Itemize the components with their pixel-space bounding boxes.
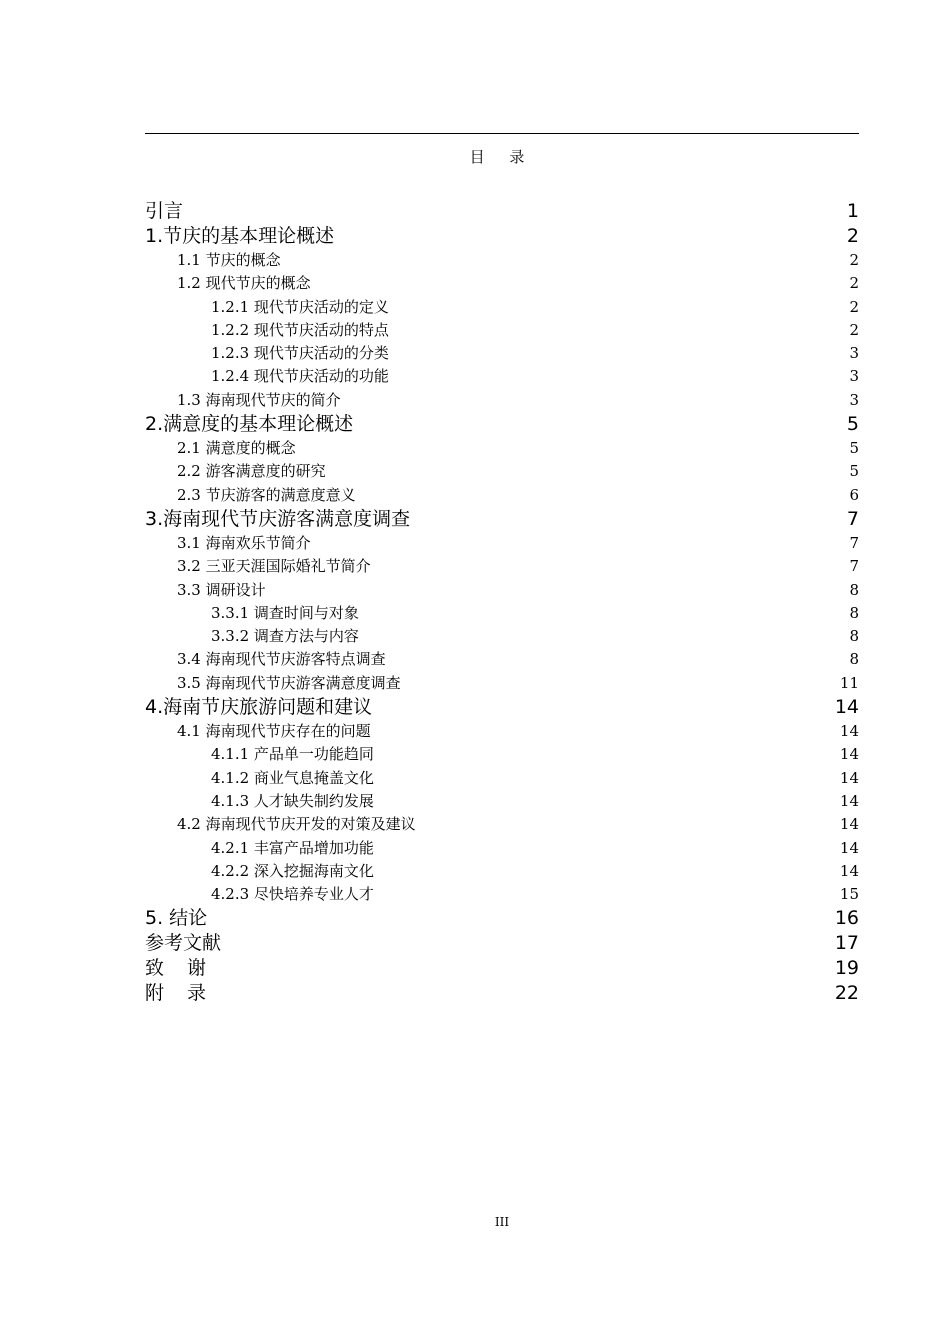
toc-entry-label: 1.3 海南现代节庆的简介	[177, 389, 341, 412]
toc-entry[interactable]	[145, 981, 859, 1006]
toc-entry-page: 19	[834, 957, 859, 980]
toc-entry-page: 5	[846, 413, 859, 436]
toc-entry-label: 3.2 三亚天涯国际婚礼节简介	[177, 555, 371, 578]
toc-entry-page: 5	[849, 460, 859, 483]
toc-entry-page: 8	[849, 579, 859, 602]
toc-entry-label: 2.3 节庆游客的满意度意义	[177, 484, 356, 507]
toc-entry[interactable]	[145, 860, 859, 883]
toc-entry-page: 14	[840, 837, 859, 860]
toc-entry-label: 1.2.1 现代节庆活动的定义	[211, 296, 389, 319]
toc-entry-label: 1.1 节庆的概念	[177, 249, 281, 272]
toc-entry-label: 致谢	[145, 957, 230, 980]
toc-entry-label: 引言	[145, 200, 184, 222]
toc-entry[interactable]	[145, 199, 859, 224]
toc-entry[interactable]	[145, 883, 859, 906]
toc-entry-page: 14	[840, 743, 859, 766]
toc-entry[interactable]	[145, 837, 859, 860]
toc-entry-label: 4.1.3 人才缺失制约发展	[211, 790, 374, 813]
toc-entry-page: 14	[840, 767, 859, 790]
toc-entry[interactable]	[145, 342, 859, 365]
toc-entry-page: 5	[849, 437, 859, 460]
toc-entry-label: 4.1 海南现代节庆存在的问题	[177, 720, 371, 743]
toc-entry[interactable]	[145, 672, 859, 695]
toc-entry-page: 3	[849, 365, 859, 388]
toc-entry-page: 11	[840, 672, 859, 695]
toc-entry-label: 3.3 调研设计	[177, 579, 266, 602]
toc-entry-label: 1.2.2 现代节庆活动的特点	[211, 319, 389, 342]
toc-entry-label: 1.2.4 现代节庆活动的功能	[211, 365, 389, 388]
toc-entry[interactable]	[145, 720, 859, 743]
toc-entry-page: 16	[834, 907, 859, 930]
toc-entry-page: 1	[846, 200, 859, 222]
toc-entry[interactable]	[145, 767, 859, 790]
toc-entry[interactable]	[145, 484, 859, 507]
toc-entry-page: 2	[849, 249, 859, 272]
toc-entry[interactable]	[145, 507, 859, 532]
toc-entry[interactable]	[145, 389, 859, 412]
toc-entry[interactable]	[145, 532, 859, 555]
toc-entry-label: 2.满意度的基本理论概述	[145, 413, 354, 436]
toc-entry-label: 4.2 海南现代节庆开发的对策及建议	[177, 813, 416, 836]
toc-entry-page: 8	[849, 648, 859, 671]
toc-entry-label: 参考文献	[145, 932, 222, 955]
toc-entry-label: 1.节庆的基本理论概述	[145, 225, 335, 247]
page-number: III	[494, 1215, 510, 1229]
toc-entry[interactable]	[145, 365, 859, 388]
toc-entry[interactable]	[145, 648, 859, 671]
toc-entry[interactable]	[145, 579, 859, 602]
toc-entry-page: 15	[840, 883, 859, 906]
toc-entry[interactable]	[145, 319, 859, 342]
toc-entry-page: 8	[849, 625, 859, 648]
toc-entry-label: 4.2.1 丰富产品增加功能	[211, 837, 374, 860]
toc-entry-label: 2.1 满意度的概念	[177, 437, 296, 460]
toc-entry-page: 3	[849, 389, 859, 412]
toc-entry[interactable]	[145, 790, 859, 813]
toc-entry[interactable]	[145, 437, 859, 460]
toc-entry-page: 14	[840, 860, 859, 883]
toc-entry[interactable]	[145, 460, 859, 483]
toc-entry-label: 1.2.3 现代节庆活动的分类	[211, 342, 389, 365]
toc-entry-label: 3.4 海南现代节庆游客特点调查	[177, 648, 386, 671]
toc-entry[interactable]	[145, 555, 859, 578]
toc-entry-label: 4.2.3 尽快培养专业人才	[211, 883, 374, 906]
toc-entry[interactable]	[145, 272, 859, 295]
toc-entry[interactable]	[145, 906, 859, 931]
toc-entry-page: 7	[849, 555, 859, 578]
toc-entry-page: 22	[834, 982, 859, 1005]
toc-entry[interactable]	[145, 813, 859, 836]
toc-entry[interactable]	[145, 956, 859, 981]
toc-entry-page: 2	[849, 296, 859, 319]
toc-entry-page: 2	[849, 319, 859, 342]
toc-entry-label: 3.3.2 调查方法与内容	[211, 625, 359, 648]
toc-entry-page: 8	[849, 602, 859, 625]
toc-entry-label: 2.2 游客满意度的研究	[177, 460, 326, 483]
toc-entry-label: 5. 结论	[145, 907, 208, 930]
toc-entry-label: 4.1.2 商业气息掩盖文化	[211, 767, 374, 790]
toc-entry-label: 4.2.2 深入挖掘海南文化	[211, 860, 374, 883]
toc-entry[interactable]	[145, 224, 859, 249]
toc-entry-page: 14	[840, 720, 859, 743]
toc-entry[interactable]	[145, 931, 859, 956]
toc-entry-label: 1.2 现代节庆的概念	[177, 272, 311, 295]
toc-entry-page: 3	[849, 342, 859, 365]
toc-entry-page: 6	[849, 484, 859, 507]
toc-entry[interactable]	[145, 743, 859, 766]
toc-entry[interactable]	[145, 249, 859, 272]
toc-entry[interactable]	[145, 625, 859, 648]
toc-entry-page: 14	[840, 790, 859, 813]
toc-entry-page: 7	[849, 532, 859, 555]
toc-entry-page: 17	[834, 932, 859, 955]
toc-entry-label: 3.1 海南欢乐节简介	[177, 532, 311, 555]
toc-entry-label: 4.海南节庆旅游问题和建议	[145, 696, 373, 719]
header-rule	[145, 133, 859, 134]
toc-title: 目 录	[469, 148, 535, 166]
toc-entry[interactable]	[145, 296, 859, 319]
toc-entry-page: 14	[834, 696, 859, 719]
toc-entry[interactable]	[145, 412, 859, 437]
toc-entry[interactable]	[145, 602, 859, 625]
toc-entry[interactable]	[145, 695, 859, 720]
toc-entry-page: 7	[846, 507, 859, 530]
toc-entry-label: 4.1.1 产品单一功能趋同	[211, 743, 374, 766]
toc-entry-label: 3.5 海南现代节庆游客满意度调查	[177, 672, 401, 695]
toc-entry-page: 2	[846, 225, 859, 247]
toc-entry-label: 3.3.1 调查时间与对象	[211, 602, 359, 625]
toc-entry-label: 附录	[145, 982, 230, 1005]
table-of-contents	[145, 199, 859, 1006]
toc-entry-page: 2	[849, 272, 859, 295]
toc-entry-label: 3.海南现代节庆游客满意度调查	[145, 507, 411, 530]
toc-entry-page: 14	[840, 813, 859, 836]
